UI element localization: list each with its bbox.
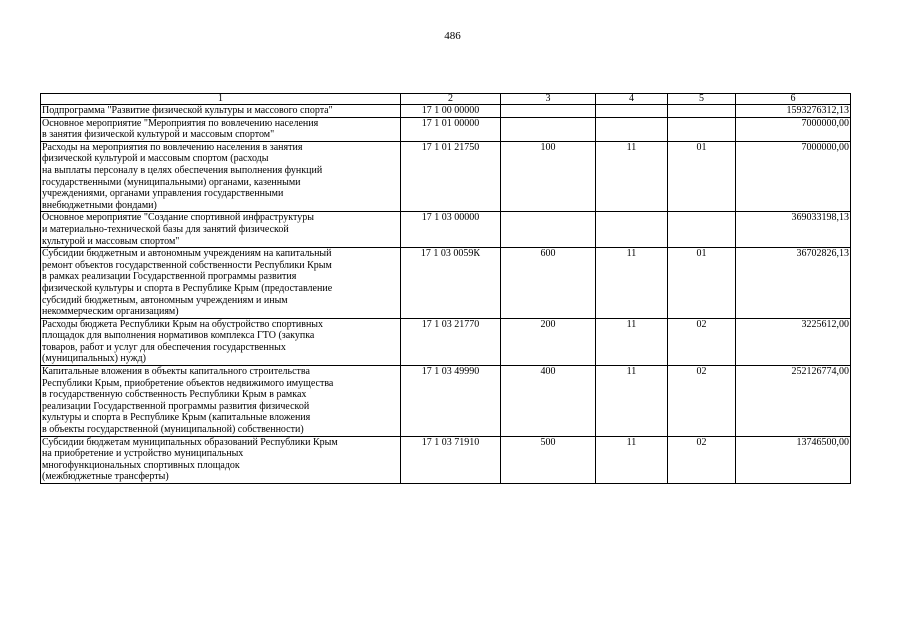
expense-type-code <box>501 212 596 248</box>
expense-type-code: 500 <box>501 436 596 483</box>
target-article-code: 17 1 01 21750 <box>401 141 501 212</box>
column-header: 4 <box>596 94 668 105</box>
expense-type-code: 400 <box>501 366 596 437</box>
row-amount: 13746500,00 <box>736 436 851 483</box>
table-header-row <box>41 94 851 105</box>
section-code <box>596 212 668 248</box>
section-code: 11 <box>596 141 668 212</box>
row-amount: 36702826,13 <box>736 248 851 319</box>
row-amount: 3225612,00 <box>736 318 851 365</box>
row-amount: 1593276312,13 <box>736 105 851 118</box>
table-row <box>41 141 851 212</box>
section-code <box>596 105 668 118</box>
subsection-code: 02 <box>668 318 736 365</box>
target-article-code: 17 1 03 00000 <box>401 212 501 248</box>
target-article-code: 17 1 03 0059К <box>401 248 501 319</box>
section-code: 11 <box>596 366 668 437</box>
row-description: Субсидии бюджетам муниципальных образований Республики Крым на приобретение и устройство муниципальных многофункциональных спортивных площадок (межбюджетные трансферты) <box>41 436 401 483</box>
row-description: Расходы на мероприятия по вовлечению населения в занятия физической культурой и массовым спортом (расходы на выплаты персоналу в целях обеспечения выполнения функций государственными (муниципальными) органами, казенными учреждениями, органами управления государственными внебюджетными фондами) <box>41 141 401 212</box>
table-row <box>41 318 851 365</box>
page-number: 486 <box>444 30 461 42</box>
row-description: Субсидии бюджетным и автономным учреждениям на капитальный ремонт объектов государственной собственности Республики Крым в рамках реализации Государственной программы развития физической культуры и спорта в Республике Крым (предоставление субсидий бюджетным, автономным учреждениям и иным некоммерческим организациям) <box>41 248 401 319</box>
subsection-code: 01 <box>668 141 736 212</box>
table-row <box>41 105 851 118</box>
row-amount: 369033198,13 <box>736 212 851 248</box>
row-description: Основное мероприятие "Мероприятия по вовлечению населения в занятия физической культурой и массовым спортом" <box>41 117 401 141</box>
subsection-code <box>668 117 736 141</box>
budget-table <box>40 93 851 484</box>
row-amount: 252126774,00 <box>736 366 851 437</box>
expense-type-code: 200 <box>501 318 596 365</box>
table-row <box>41 248 851 319</box>
section-code <box>596 117 668 141</box>
column-header: 1 <box>41 94 401 105</box>
table-row <box>41 366 851 437</box>
target-article-code: 17 1 03 49990 <box>401 366 501 437</box>
subsection-code: 01 <box>668 248 736 319</box>
table-row <box>41 212 851 248</box>
expense-type-code: 100 <box>501 141 596 212</box>
row-description: Подпрограмма "Развитие физической культуры и массового спорта" <box>41 105 401 118</box>
section-code: 11 <box>596 248 668 319</box>
target-article-code: 17 1 03 71910 <box>401 436 501 483</box>
row-amount: 7000000,00 <box>736 117 851 141</box>
section-code: 11 <box>596 436 668 483</box>
row-description: Капитальные вложения в объекты капитального строительства Республики Крым, приобретение объектов недвижимого имущества в государственную собственность Республики Крым в рамках реализации Государственной программы развития физической культуры и спорта в Республике Крым (капитальные вложения в объекты государственной (муниципальной) собственности) <box>41 366 401 437</box>
column-header: 6 <box>736 94 851 105</box>
expense-type-code <box>501 105 596 118</box>
target-article-code: 17 1 03 21770 <box>401 318 501 365</box>
column-header: 3 <box>501 94 596 105</box>
column-header: 5 <box>668 94 736 105</box>
subsection-code: 02 <box>668 436 736 483</box>
expense-type-code: 600 <box>501 248 596 319</box>
target-article-code: 17 1 01 00000 <box>401 117 501 141</box>
row-description: Основное мероприятие "Создание спортивной инфраструктуры и материально-технической базы для занятий физической культурой и массовым спортом" <box>41 212 401 248</box>
section-code: 11 <box>596 318 668 365</box>
subsection-code <box>668 105 736 118</box>
subsection-code <box>668 212 736 248</box>
table-row <box>41 117 851 141</box>
expense-type-code <box>501 117 596 141</box>
column-header: 2 <box>401 94 501 105</box>
target-article-code: 17 1 00 00000 <box>401 105 501 118</box>
table-row <box>41 436 851 483</box>
row-description: Расходы бюджета Республики Крым на обустройство спортивных площадок для выполнения нормативов комплекса ГТО (закупка товаров, работ и услуг для обеспечения государственных (муниципальных) нужд) <box>41 318 401 365</box>
row-amount: 7000000,00 <box>736 141 851 212</box>
subsection-code: 02 <box>668 366 736 437</box>
